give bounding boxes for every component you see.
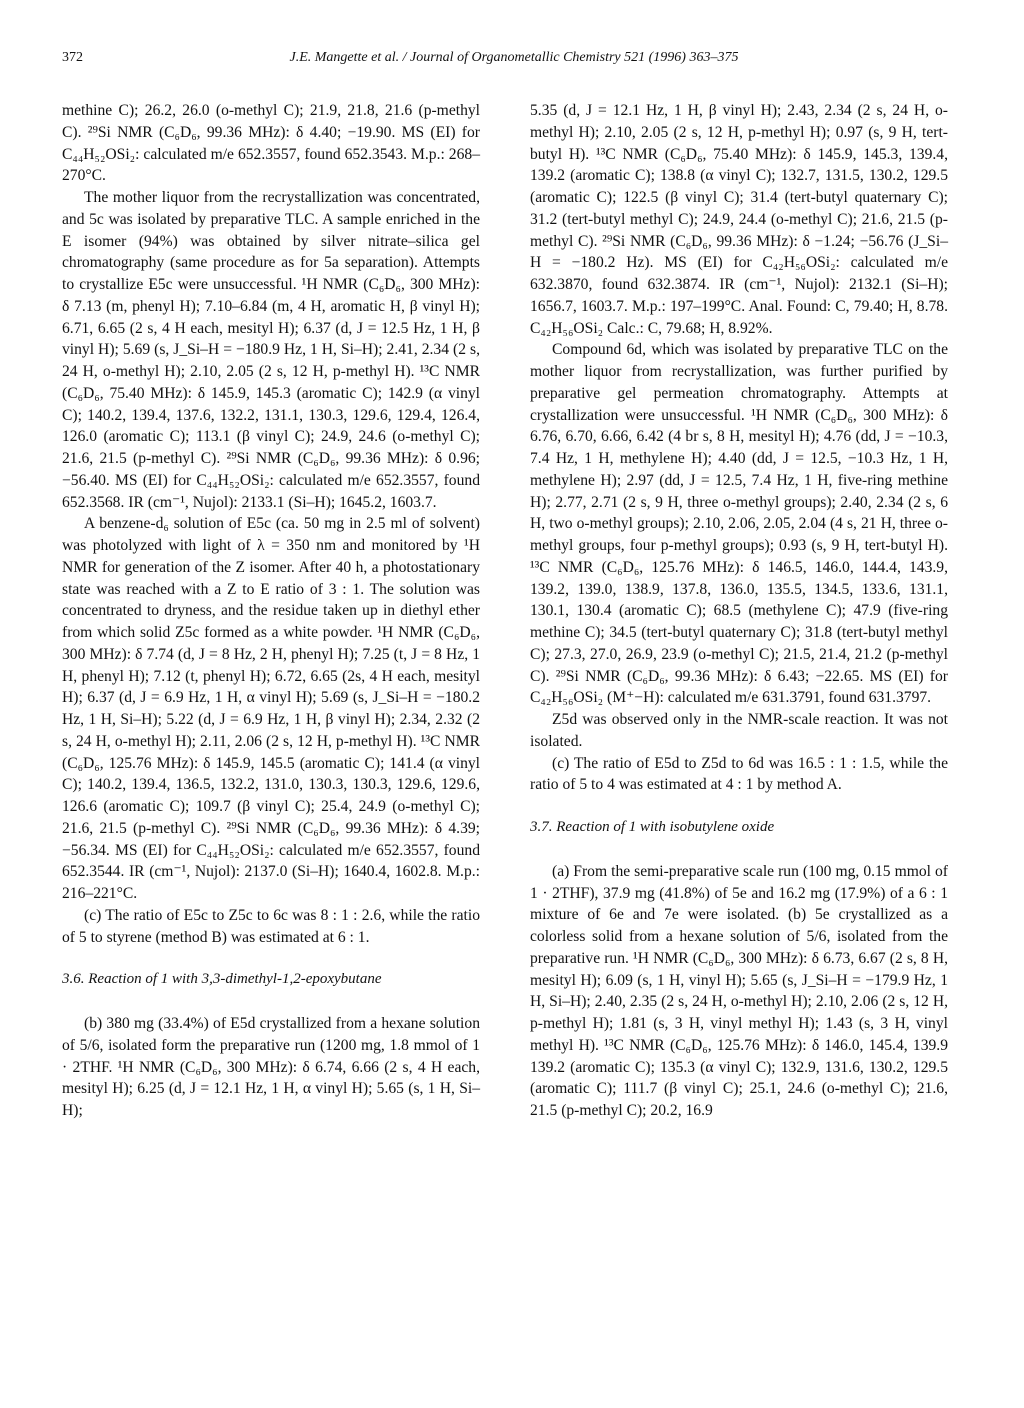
paragraph-5d-ratio: (c) The ratio of E5d to Z5d to 6d was 16.5 : 1 : 1.5, while the ratio of 5 to 4 was estimated at 4 : 1 by method A. bbox=[530, 754, 948, 794]
section-heading-3-6: 3.6. Reaction of 1 with 3,3-dimethyl-1,2-epoxybutane bbox=[62, 971, 382, 988]
paragraph-e5d-crystallization: (b) 380 mg (33.4%) of E5d crystallized from a hexane solution of 5/6, isolated form the preparative run (1200 mg, 1.8 mmol of 1 · 2THF. ¹H NMR (C₆D₆, 300 MHz): δ 6.74, 6.66 (2 s, 4 H each, mesityl H); 6.25 (d, J = 12.1 Hz, 1 H, α vinyl H); 5.65 (s, 1 H, Si–H); bbox=[62, 1015, 480, 1119]
paragraph-z5d-note: Z5d was observed only in the NMR-scale reaction. It was not isolated. bbox=[530, 711, 948, 750]
paragraph-5e-isolation: (a) From the semi-preparative scale run (100 mg, 0.15 mmol of 1 · 2THF), 37.9 mg (41.8%) of 5e and 16.2 mg (17.9%) of a 6 : 1 mixture of 6e and 7e were isolated. (b) 5e crystallized as a colorless solid from a hexane solution of 5/6, isolated from the preparative run. ¹H NMR (C₆D₆, 300 MHz): δ 6.73, 6.67 (2 s, 8 H, mesityl H); 6.09 (s, 1 H, vinyl H); 5.65 (s, J_Si–H = −179.9 Hz, 1 H, Si–H); 2.40, 2.35 (2 s, 24 H, o-methyl H); 2.10, 2.06 (2 s, 12 H, p-methyl H); 1.81 (s, 3 H, vinyl methyl H); 1.43 (s, 3 H, vinyl methyl H). ¹³C NMR (C₆D₆, 125.76 MHz): δ 146.0, 145.4, 139.9 139.2 (aromatic C); 135.3 (α vinyl C); 132.9, 131.6, 130.2, 129.5 (aromatic C); 111.7 (β vinyl C); 25.1, 24.6 (o-methyl C); 21.6, 21.5 (p-methyl C); 20.2, 16.9 bbox=[530, 862, 948, 1119]
paragraph-z5c-photolysis: A benzene-d₆ solution of E5c (ca. 50 mg in 2.5 ml of solvent) was photolyzed with light of λ = 350 nm and monitored by ¹H NMR for generation of the Z isomer. After 40 h, a photostationary state was reached with a Z to E ratio of 3 : 1. The solution was concentrated to dryness, and the residue taken up in diethyl ether from which solid Z5c formed as a white powder. ¹H NMR (C₆D₆, 300 MHz): δ 7.74 (d, J = 8 Hz, 2 H, phenyl H); 7.25 (t, J = 8 Hz, 1 H, phenyl H); 7.12 (t, phenyl H); 6.72, 6.65 (2s, 4 H each, mesityl H); 6.37 (d, J = 6.9 Hz, 1 H, α vinyl H); 5.69 (s, J_Si–H = −180.2 Hz, 1 H, Si–H); 5.22 (d, J = 6.9 Hz, 1 H, β vinyl H); 2.34, 2.32 (2 s, 24 H, o-methyl H); 2.11, 2.06 (2 s, 12 H, p-methyl H). ¹³C NMR (C₆D₆, 125.76 MHz): δ 145.9, 145.5 (aromatic C); 141.4 (α vinyl C); 140.2, 139.4, 136.5, 132.2, 131.0, 130.3, 130.3, 129.6, 129.6, 126.6 (aromatic C); 109.7 (β vinyl C); 25.4, 24.9 (o-methyl C); 21.6, 21.5 (p-methyl C). ²⁹Si NMR (C₆D₆, 99.36 MHz): δ 4.39; −56.34. MS (EI) for C₄₄H₅₂OSi₂: calculated m/e 652.3557, found 652.3544. IR (cm⁻¹, Nujol): 2137.0 (Si–H); 1640.4, 1602.8. M.p.: 216–221°C. bbox=[62, 515, 480, 902]
paragraph-e5d-data-continued: 5.35 (d, J = 12.1 Hz, 1 H, β vinyl H); 2.43, 2.34 (2 s, 24 H, o-methyl H); 2.10, 2.05 (2 s, 12 H, p-methyl H); 0.97 (s, 9 H, tert-butyl H). ¹³C NMR (C₆D₆, 75.40 MHz): δ 145.9, 145.3, 139.4, 139.2 (aromatic C); 138.8 (α vinyl C); 132.7, 131.5, 130.2, 129.5 (aromatic C); 122.5 (β vinyl C); 31.4 (tert-butyl quaternary C); 31.2 (tert-butyl methyl C); 24.9, 24.4 (o-methyl C); 21.6, 21.5 (p-methyl C). ²⁹Si NMR (C₆D₆, 99.36 MHz): δ −1.24; −56.76 (J_Si–H = −180.2 Hz). MS (EI) for C₄₂H₅₆OSi₂: calculated m/e 632.3870, found 632.3874. IR (cm⁻¹, Nujol): 2132.1 (Si–H); 1656.7, 1603.7. M.p.: 197–199°C. Anal. Found: C, 79.40; H, 8.78. C₄₂H₅₆OSi₂ Calc.: C, 79.68; H, 8.92%. bbox=[530, 102, 948, 337]
paragraph-e5c-isolation: The mother liquor from the recrystallization was concentrated, and 5c was isolated by preparative TLC. A sample enriched in the E isomer (94%) was obtained by silver nitrate–silica gel chromatography (same procedure as for 5a separation). Attempts to crystallize E5c were unsuccessful. ¹H NMR (C₆D₆, 300 MHz): δ 7.13 (m, phenyl H); 7.10–6.84 (m, 4 H, aromatic H, β vinyl H); 6.71, 6.65 (2 s, 4 H each, mesityl H); 6.37 (d, J = 12.5 Hz, 1 H, β vinyl H); 5.69 (s, J_Si–H = −180.9 Hz, 1 H, Si–H); 2.41, 2.34 (2 s, 24 H, o-methyl H); 2.10, 2.05 (2 s, 12 H, p-methyl H). ¹³C NMR (C₆D₆, 75.40 MHz): δ 145.9, 145.3 (aromatic C); 142.9 (α vinyl C); 140.2, 139.4, 137.6, 132.2, 131.1, 130.3, 129.6, 129.4, 126.4, 126.0 (aromatic C); 113.1 (β vinyl C); 24.9, 24.6 (o-methyl C); 21.6, 21.5 (p-methyl C). ²⁹Si NMR (C₆D₆, 99.36 MHz): δ 0.96; −56.40. MS (EI) for C₄₄H₅₂OSi₂: calculated m/e 652.3557, found 652.3568. IR (cm⁻¹, Nujol): 2133.1 (Si–H); 1645.2, 1603.7. bbox=[62, 189, 480, 511]
section-heading-3-7: 3.7. Reaction of 1 with isobutylene oxide bbox=[530, 819, 775, 835]
page-number: 372 bbox=[62, 50, 83, 65]
page-header bbox=[62, 50, 966, 74]
left-column bbox=[62, 100, 480, 1122]
paragraph-compound-6d: Compound 6d, which was isolated by preparative TLC on the mother liquor from recrystallization, was further purified by preparative gel permeation chromatography. Attempts at crystallization were unsuccessful. ¹H NMR (C₆D₆, 300 MHz): δ 6.76, 6.70, 6.66, 6.42 (4 br s, 8 H, mesityl H); 4.76 (dd, J = −10.3, 7.4 Hz, 1 H, methylene H); 4.40 (dd, J = 12.5, −10.3 Hz, 1 H, methylene H); 2.97 (dd, J = 12.5, 7.4 Hz, 1 H, five-ring methine H); 2.77, 2.71 (2 s, 9 H, three o-methyl groups); 2.40, 2.34 (2 s, 6 H, two o-methyl groups); 2.10, 2.06, 2.05, 2.04 (4 s, 21 H, three o-methyl groups, four p-methyl groups); 0.93 (s, 9 H, tert-butyl H). ¹³C NMR (C₆D₆, 125.76 MHz): δ 146.5, 146.0, 144.4, 143.9, 139.2, 139.0, 138.9, 137.8, 136.0, 135.5, 134.5, 133.6, 131.1, 130.1, 130.4 (aromatic C); 68.5 (methylene C); 47.9 (five-ring methine C); 34.5 (tert-butyl quaternary C); 31.8 (tert-butyl methyl C); 27.3, 27.0, 26.9, 23.9 (o-methyl C); 21.5, 21.4, 21.2 (p-methyl C). ²⁹Si NMR (C₆D₆, 99.36 MHz): δ 6.43; −22.65. MS (EI) for C₄₂H₅₆OSi₂ (M⁺−H): calculated m/e 631.3791, found 631.3797. bbox=[530, 341, 948, 707]
right-column bbox=[530, 100, 948, 1122]
paragraph-5c-ratio: (c) The ratio of E5c to Z5c to 6c was 8 : 1 : 2.6, while the ratio of 5 to styrene (method B) was estimated at 6 : 1. bbox=[62, 906, 480, 946]
running-title: J.E. Mangette et al. / Journal of Organometallic Chemistry 521 (1996) 363–375 bbox=[289, 50, 739, 65]
paragraph-5b-data-continued: methine C); 26.2, 26.0 (o-methyl C); 21.9, 21.8, 21.6 (p-methyl C). ²⁹Si NMR (C₆D₆, 99.36 MHz): δ 4.40; −19.90. MS (EI) for C₄₄H₅₂OSi₂: calculated m/e 652.3557, found 652.3543. M.p.: 268–270°C. bbox=[62, 102, 480, 185]
